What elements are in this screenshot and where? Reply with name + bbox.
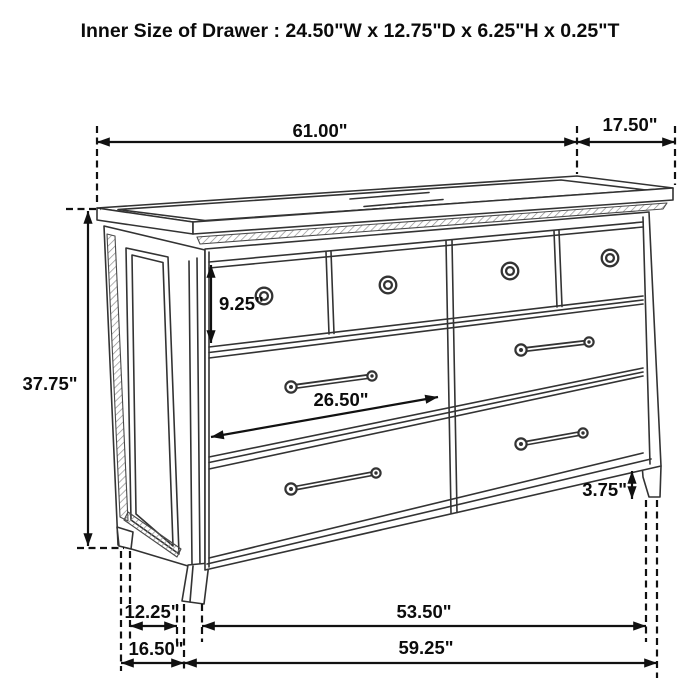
dimension-label: 59.25" [398,637,454,658]
dimension-label: 12.25" [124,601,180,622]
page-title: Inner Size of Drawer : 24.50"W x 12.75"D x 6.25"H x 0.25"T [80,20,620,42]
dim-leg-inset-depth [124,601,179,626]
dimension-label: 26.50" [313,389,369,410]
dim-top-depth [577,114,675,142]
dimension-label: 17.50" [602,114,658,135]
dim-base-width [184,637,657,663]
dim-front-leg-span [202,601,646,626]
ring-knob-icon [502,263,519,280]
dim-overall-height [22,211,88,546]
dim-top-length [97,120,577,142]
ring-knob-icon [602,250,619,267]
dresser-drawing [97,176,673,604]
dim-base-depth [121,638,184,663]
dimension-label: 37.75" [22,373,78,394]
case-front-face [205,212,661,570]
ring-knob-icon [380,277,397,294]
dimension-label: 3.75" [582,479,627,500]
dimension-label: 16.50" [128,638,184,659]
side-panel [104,226,205,570]
case-front [205,212,661,570]
dimension-label: 9.25" [219,293,264,314]
dimension-label: 61.00" [292,120,348,141]
dimension-label: 53.50" [396,601,452,622]
